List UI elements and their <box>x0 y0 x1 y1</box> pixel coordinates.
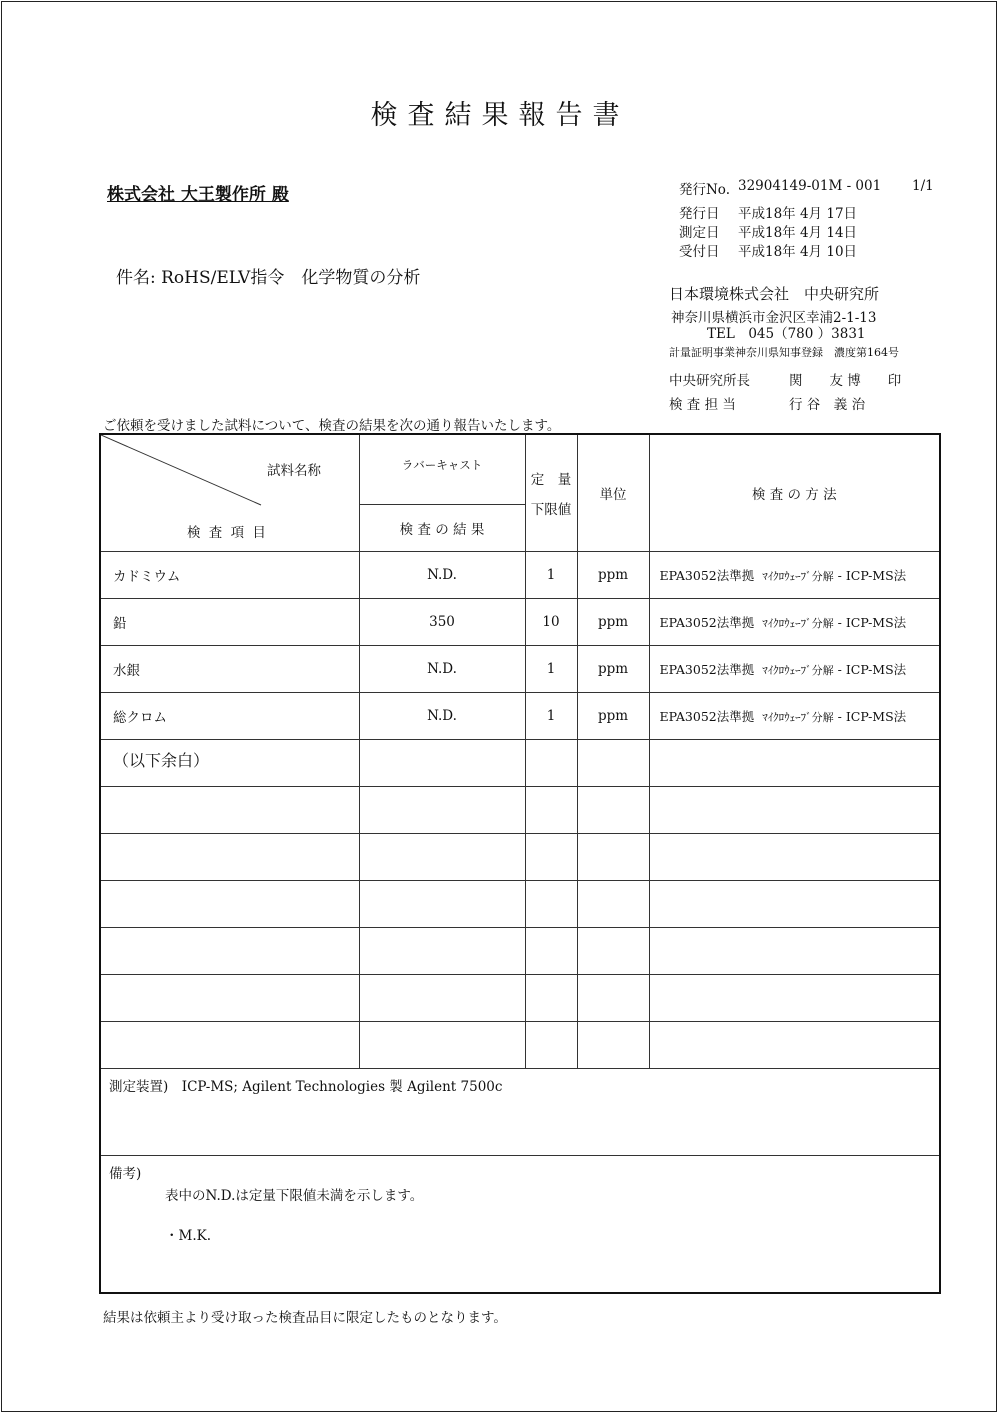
method-cell <box>649 598 940 645</box>
registration-number: 計量証明事業神奈川県知事登録 濃度第164号 <box>669 346 899 359</box>
empty-cell <box>100 833 359 880</box>
subject: 件名: RoHS/ELV指令 化学物質の分析 <box>116 268 421 288</box>
unit-cell: ppm <box>577 692 649 739</box>
empty-cell <box>577 974 649 1021</box>
company-tel: TEL 045（780 ）3831 <box>707 326 866 342</box>
receive-date: 平成18年 4月 10日 <box>738 244 858 260</box>
limit-label-1: 定 量 <box>530 471 572 488</box>
empty-cell <box>525 1021 577 1068</box>
empty-cell <box>649 880 940 927</box>
page-number: 1/1 <box>912 178 934 194</box>
method-digestion: ﾏｲｸﾛｳｪｰﾌﾞ分解 <box>762 663 834 677</box>
blank-note: （以下余白） <box>100 739 359 786</box>
method-standard: EPA3052法準拠 <box>659 614 755 630</box>
empty-cell <box>100 880 359 927</box>
result-cell: N.D. <box>359 551 525 598</box>
limit-label-2: 下限値 <box>530 501 572 518</box>
unit-cell: ppm <box>577 645 649 692</box>
measure-date: 平成18年 4月 14日 <box>738 225 858 241</box>
empty-cell <box>100 786 359 833</box>
table-row <box>100 645 940 692</box>
method-instrument: - ICP-MS法 <box>833 614 907 630</box>
limit-cell: 1 <box>525 645 577 692</box>
item-label: 検 査 項 目 <box>187 525 268 541</box>
table-row-empty <box>100 880 940 927</box>
empty-cell <box>525 974 577 1021</box>
empty-cell <box>649 833 940 880</box>
client-name: 株式会社 大王製作所 殿 <box>107 185 289 205</box>
table-row <box>100 692 940 739</box>
unit-header: 単位 <box>577 434 649 551</box>
empty-cell <box>525 739 577 786</box>
empty-cell <box>577 927 649 974</box>
remarks-cell <box>100 1155 940 1293</box>
empty-cell <box>359 880 525 927</box>
inspector-title: 検 査 担 当 <box>669 397 736 413</box>
header-row-top <box>100 434 940 504</box>
item-cell: 鉛 <box>100 598 359 645</box>
director-title: 中央研究所長 <box>669 373 750 389</box>
equipment-text: 測定装置) ICP-MS; Agilent Technologies 製 Agilent 7500c <box>109 1078 503 1095</box>
method-instrument: - ICP-MS法 <box>833 708 907 724</box>
empty-cell <box>525 786 577 833</box>
table-row <box>100 598 940 645</box>
intro-text: ご依頼を受けました試料について、検査の結果を次の通り報告いたします。 <box>103 418 561 434</box>
issue-date-label: 発行日 <box>679 206 720 222</box>
remarks-row <box>100 1155 940 1293</box>
empty-cell <box>577 880 649 927</box>
empty-cell <box>359 739 525 786</box>
empty-cell <box>359 974 525 1021</box>
limit-cell: 1 <box>525 692 577 739</box>
empty-cell <box>359 1021 525 1068</box>
empty-cell <box>100 974 359 1021</box>
diagonal-header-cell <box>100 434 359 551</box>
company-name: 日本環境株式会社 中央研究所 <box>669 285 880 303</box>
limit-cell: 10 <box>525 598 577 645</box>
empty-cell <box>525 833 577 880</box>
remarks-label: 備考) <box>109 1165 142 1182</box>
method-cell <box>649 551 940 598</box>
result-cell: N.D. <box>359 692 525 739</box>
measure-date-label: 測定日 <box>679 225 720 241</box>
result-cell: 350 <box>359 598 525 645</box>
method-header: 検 査 の 方 法 <box>649 434 940 551</box>
method-digestion: ﾏｲｸﾛｳｪｰﾌﾞ分解 <box>762 616 834 630</box>
page-title: 検査結果報告書 <box>370 100 630 131</box>
limit-header <box>525 434 577 551</box>
method-digestion: ﾏｲｸﾛｳｪｰﾌﾞ分解 <box>762 569 834 583</box>
issue-date: 平成18年 4月 17日 <box>738 206 858 222</box>
table-row-empty <box>100 786 940 833</box>
limit-cell: 1 <box>525 551 577 598</box>
empty-cell <box>577 786 649 833</box>
inspector-name: 行 谷 義 治 <box>789 397 866 413</box>
table-row-blank-note <box>100 739 940 786</box>
director-name: 関 友 博 印 <box>789 373 902 389</box>
method-standard: EPA3052法準拠 <box>659 708 755 724</box>
empty-cell <box>100 1021 359 1068</box>
results-table <box>99 433 941 1294</box>
method-digestion: ﾏｲｸﾛｳｪｰﾌﾞ分解 <box>762 710 834 724</box>
table-row-empty <box>100 833 940 880</box>
method-standard: EPA3052法準拠 <box>659 567 755 583</box>
result-cell: N.D. <box>359 645 525 692</box>
empty-cell <box>649 786 940 833</box>
table-row <box>100 551 940 598</box>
empty-cell <box>649 1021 940 1068</box>
empty-cell <box>649 974 940 1021</box>
method-standard: EPA3052法準拠 <box>659 661 755 677</box>
table-row-empty <box>100 974 940 1021</box>
empty-cell <box>577 833 649 880</box>
sample-name-label: 試料名称 <box>267 463 321 479</box>
empty-cell <box>100 927 359 974</box>
unit-cell: ppm <box>577 551 649 598</box>
issue-no-label: 発行No. <box>679 182 730 198</box>
empty-cell <box>359 833 525 880</box>
empty-cell <box>649 927 940 974</box>
empty-cell <box>649 739 940 786</box>
footer-note: 結果は依頼主より受け取った検査品目に限定したものとなります。 <box>103 1310 507 1326</box>
remark-nd: 表中のN.D.は定量下限値未満を示します。 <box>165 1187 424 1204</box>
equipment-row <box>100 1068 940 1155</box>
receive-date-label: 受付日 <box>679 244 720 260</box>
method-cell <box>649 645 940 692</box>
empty-cell <box>577 1021 649 1068</box>
item-cell: 水銀 <box>100 645 359 692</box>
table-row-empty <box>100 927 940 974</box>
equipment-cell <box>100 1068 940 1155</box>
result-label: 検 査 の 結 果 <box>359 504 525 551</box>
company-address: 神奈川県横浜市金沢区幸浦2-1-13 <box>671 310 877 326</box>
table-row-empty <box>100 1021 940 1068</box>
item-cell: カドミウム <box>100 551 359 598</box>
empty-cell <box>525 880 577 927</box>
unit-cell: ppm <box>577 598 649 645</box>
empty-cell <box>359 786 525 833</box>
empty-cell <box>359 927 525 974</box>
issue-no: 32904149-01M - 001 <box>738 178 882 194</box>
method-instrument: - ICP-MS法 <box>833 567 907 583</box>
empty-cell <box>577 739 649 786</box>
sample-name: ラバーキャスト <box>359 434 525 504</box>
method-cell <box>649 692 940 739</box>
remark-initials: ・M.K. <box>165 1227 211 1244</box>
empty-cell <box>525 927 577 974</box>
method-instrument: - ICP-MS法 <box>833 661 907 677</box>
item-cell: 総クロム <box>100 692 359 739</box>
